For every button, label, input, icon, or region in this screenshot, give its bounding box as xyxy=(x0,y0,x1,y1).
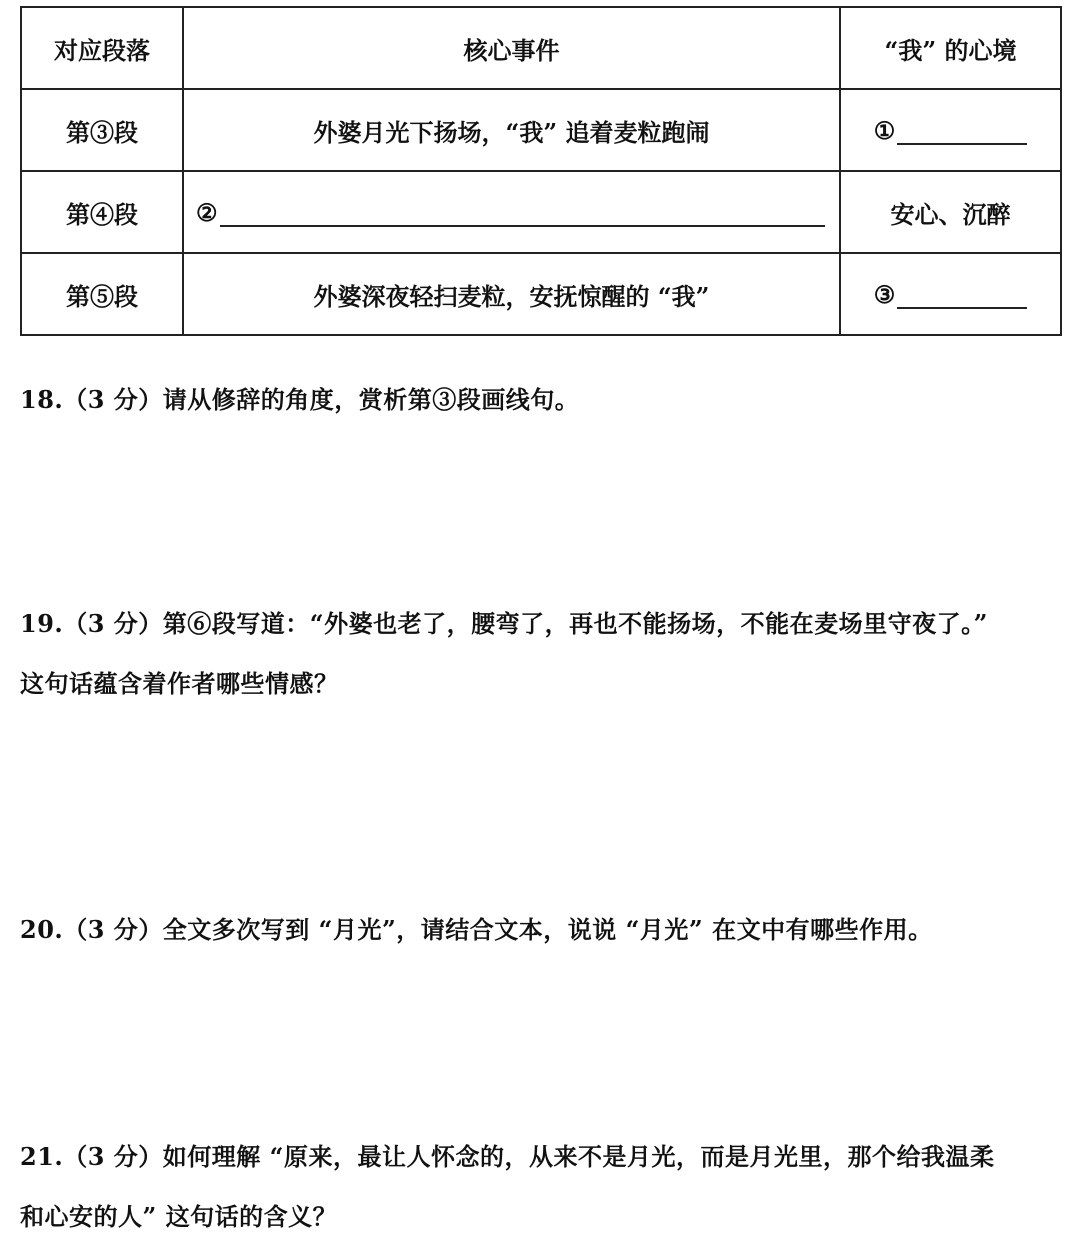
header-core-event: 核心事件 xyxy=(183,7,840,89)
question-18 xyxy=(20,370,1070,430)
mood-blank-3[interactable] xyxy=(840,253,1061,335)
header-paragraph: 对应段落 xyxy=(21,7,183,89)
fill-in-line[interactable] xyxy=(897,121,1027,145)
question-text: 19.（3 分）第⑥段写道：“外婆也老了，腰弯了，再也不能扬场，不能在麦场里守夜了。” xyxy=(20,609,988,638)
question-text: 20.（3 分）全文多次写到 “月光”，请结合文本，说说 “月光” 在文中有哪些作用。 xyxy=(20,915,933,944)
question-20 xyxy=(20,900,1070,960)
table-row xyxy=(21,253,1061,335)
question-21 xyxy=(20,1127,1070,1247)
answer-table xyxy=(20,6,1062,336)
question-text: 21.（3 分）如何理解 “原来，最让人怀念的，从来不是月光，而是月光里，那个给我温柔 xyxy=(20,1142,995,1171)
fill-in-line[interactable] xyxy=(220,203,825,227)
table-row xyxy=(21,171,1061,253)
row-event: 外婆深夜轻扫麦粒，安抚惊醒的 “我” xyxy=(183,253,840,335)
fill-in-line[interactable] xyxy=(897,285,1027,309)
question-text-cont: 这句话蕴含着作者哪些情感？ xyxy=(20,669,339,698)
table-row xyxy=(21,89,1061,171)
question-text: 18.（3 分）请从修辞的角度，赏析第③段画线句。 xyxy=(20,385,580,414)
blank-number: ① xyxy=(873,115,896,145)
header-mood: “我” 的心境 xyxy=(840,7,1061,89)
question-text-cont: 和心安的人” 这句话的含义？ xyxy=(20,1202,338,1231)
event-blank-2[interactable] xyxy=(183,171,840,253)
question-19 xyxy=(20,594,1070,714)
mood-blank-1[interactable] xyxy=(840,89,1061,171)
blank-number: ② xyxy=(196,197,218,227)
row-paragraph: 第⑤段 xyxy=(21,253,183,335)
row-event: 外婆月光下扬场，“我” 追着麦粒跑闹 xyxy=(183,89,840,171)
row-mood: 安心、沉醉 xyxy=(840,171,1061,253)
blank-number: ③ xyxy=(873,279,896,309)
row-paragraph: 第④段 xyxy=(21,171,183,253)
row-paragraph: 第③段 xyxy=(21,89,183,171)
table-header-row xyxy=(21,7,1061,89)
